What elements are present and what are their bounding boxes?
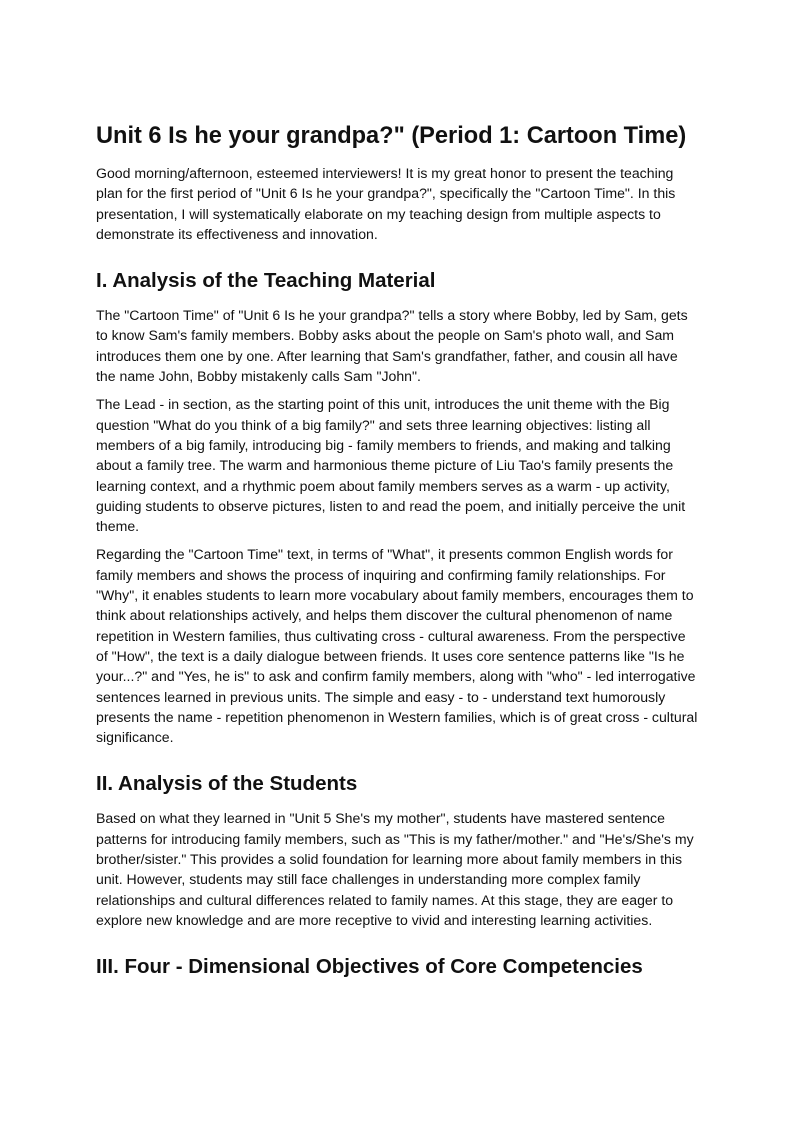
intro-paragraph: Good morning/afternoon, esteemed interviewers! It is my great honor to present the teaching plan for the first period of "Unit 6 Is he your grandpa?", specifically the "Cartoon Time". In this presentation, I will systematically elaborate on my teaching design from multiple aspects to demonstrate its effectiveness and innovation. xyxy=(96,165,676,242)
section-heading-objectives: III. Four - Dimensional Objectives of Core Competencies xyxy=(96,955,643,979)
teaching-material-paragraph: The "Cartoon Time" of "Unit 6 Is he your grandpa?" tells a story where Bobby, led by Sam, gets to know Sam's family members. Bobby asks about the people on Sam's photo wall, and Sam introduces them one by one. After learning that Sam's grandfather, father, and cousin all have the name John, Bobby mistakenly calls Sam "John". xyxy=(96,307,688,385)
teaching-material-paragraph: Regarding the "Cartoon Time" text, in terms of "What", it presents common English words for family members and shows the process of inquiring and confirming family relationships. For "Why", it enables students to learn more vocabulary about family members, encourages them to think about relationships actively, and helps them discover the cultural phenomenon of name repetition in Western families, thus cultivating cross - cultural awareness. From the perspective of "How", the text is a daily dialogue between friends. It uses core sentence patterns like "Is he your...?" and "Yes, he is" to ask and confirm family members, along with "who" - led interrogative sentences learned in previous units. The simple and easy - to - understand text humorously presents the name - repetition phenomenon in Western families, which is of great cross - cultural significance. xyxy=(96,546,698,746)
document-title: Unit 6 Is he your grandpa?" (Period 1: Cartoon Time) xyxy=(96,123,687,149)
document-page xyxy=(96,118,699,991)
students-paragraph: Based on what they learned in "Unit 5 She's my mother", students have mastered sentence patterns for introducing family members, such as "This is my father/mother." and "He's/She's my brother/sister." This provides a solid foundation for learning more about family members in this unit. However, students may still face challenges in understanding more complex family relationships and cultural differences related to family names. At this stage, they are eager to explore new knowledge and are more receptive to vivid and interesting learning activities. xyxy=(96,810,694,928)
teaching-material-paragraph: The Lead - in section, as the starting point of this unit, introduces the unit theme with the Big question "What do you think of a big family?" and sets three learning objectives: listing all members of a big family, introducing big - family members to friends, and making and talking about a family tree. The warm and harmonious theme picture of Liu Tao's family presents the learning context, and a rhythmic poem about family members serves as a warm - up activity, guiding students to observe pictures, listen to and read the poem, and initially perceive the unit theme. xyxy=(96,396,686,535)
section-heading-students: II. Analysis of the Students xyxy=(96,772,358,796)
section-heading-teaching-material: I. Analysis of the Teaching Material xyxy=(96,269,436,293)
